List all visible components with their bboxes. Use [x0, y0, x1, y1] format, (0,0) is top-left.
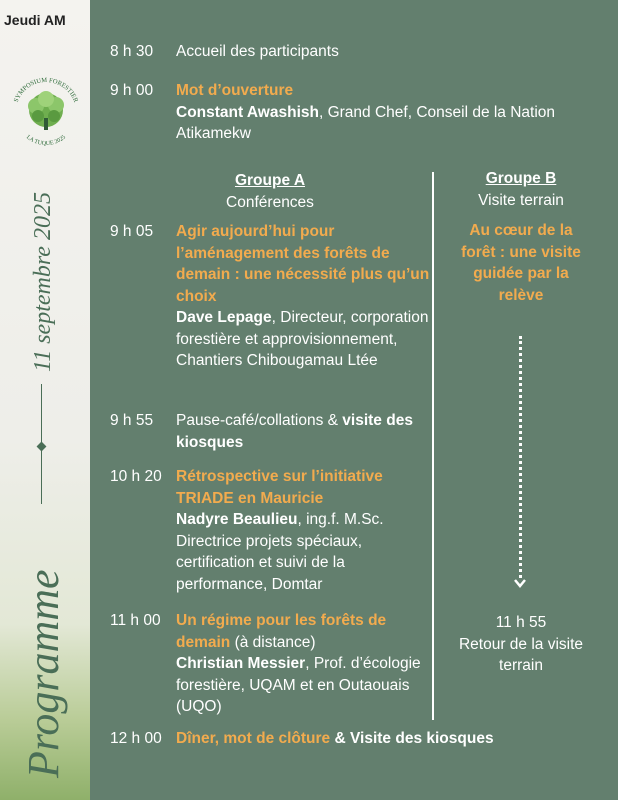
logo-bottom-text: LA TUQUE 2025 — [24, 134, 68, 148]
group-b-header — [430, 168, 612, 211]
item-accueil: Accueil des participants — [176, 43, 339, 60]
time-1020: 10 h 20 — [110, 468, 162, 485]
speaker-role: , ing.f. M.Sc. Directrice projets spéciaux, certification et suivi de la performance, Domtar — [176, 511, 384, 593]
item-title: Dîner, mot de clôture — [176, 730, 331, 747]
speaker-role: , Prof. d’écologie forestière, UQAM et en Outaouais (UQO) — [176, 655, 421, 715]
divider-diamond — [37, 442, 47, 452]
sidebar — [0, 0, 90, 800]
dotted-arrow-line — [519, 336, 522, 578]
item-ouverture — [176, 80, 566, 145]
pause-bold: visite des kiosques — [176, 412, 413, 451]
return-time: 11 h 55 — [495, 614, 547, 631]
arrow-down-icon — [513, 576, 527, 590]
time-905: 9 h 05 — [110, 223, 154, 240]
time-955: 9 h 55 — [110, 412, 154, 429]
item-diner — [176, 728, 596, 750]
group-b-activity: Au cœur de la forêt : une visite guidée par la relève — [461, 222, 581, 304]
pause-text: Pause-café/collations & — [176, 412, 343, 429]
item-title: Agir aujourd’hui pour l’aménagement des forêts de demain : une nécessité plus qu’un choix — [176, 223, 430, 305]
time-830: 8 h 30 — [110, 43, 154, 60]
day-label: Jeudi AM — [4, 12, 66, 28]
schedule — [90, 0, 618, 800]
time-1100: 11 h 00 — [110, 612, 161, 629]
item-agir — [176, 221, 430, 372]
item-triade — [176, 466, 426, 595]
item-pause — [176, 410, 426, 453]
return-text: Retour de la visite terrain — [458, 635, 584, 674]
group-b-title: Groupe B — [485, 170, 557, 187]
time-1200: 12 h 00 — [110, 730, 162, 747]
speaker-name: Dave Lepage — [176, 309, 272, 326]
tree-icon — [28, 91, 64, 130]
group-b-return — [430, 612, 612, 677]
item-rest: & Visite des kiosques — [330, 730, 494, 747]
speaker-name: Christian Messier — [176, 655, 306, 672]
group-a-subtitle: Conférences — [226, 193, 314, 211]
date-label: 11 septembre 2025 — [30, 192, 56, 372]
speaker-role: , Directeur, corporation forestière et approvisionnement, Chantiers Chibougamau Ltée — [176, 309, 429, 369]
group-a-title: Groupe A — [234, 172, 306, 189]
item-regime — [176, 610, 426, 718]
item-title: Rétrospective sur l’initiative TRIADE en Mauricie — [176, 468, 383, 507]
time-900: 9 h 00 — [110, 82, 154, 99]
symposium-logo — [8, 70, 84, 160]
svg-text:LA TUQUE 2025 — [25, 134, 67, 147]
group-b-subtitle: Visite terrain — [478, 191, 564, 209]
program-title: Programme — [19, 569, 68, 778]
item-note: (à distance) — [230, 633, 316, 651]
item-title: Mot d’ouverture — [176, 82, 294, 99]
logo-top-text: SYMPOSIUM FORESTIER — [12, 76, 80, 104]
speaker-role: , Grand Chef, Conseil de la Nation Atikamekw — [176, 103, 556, 142]
speaker-name: Nadyre Beaulieu — [176, 511, 298, 528]
speaker-name: Constant Awashish — [176, 103, 319, 121]
item-title: Un régime pour les forêts de demain — [176, 612, 387, 651]
group-a-header — [176, 170, 364, 213]
